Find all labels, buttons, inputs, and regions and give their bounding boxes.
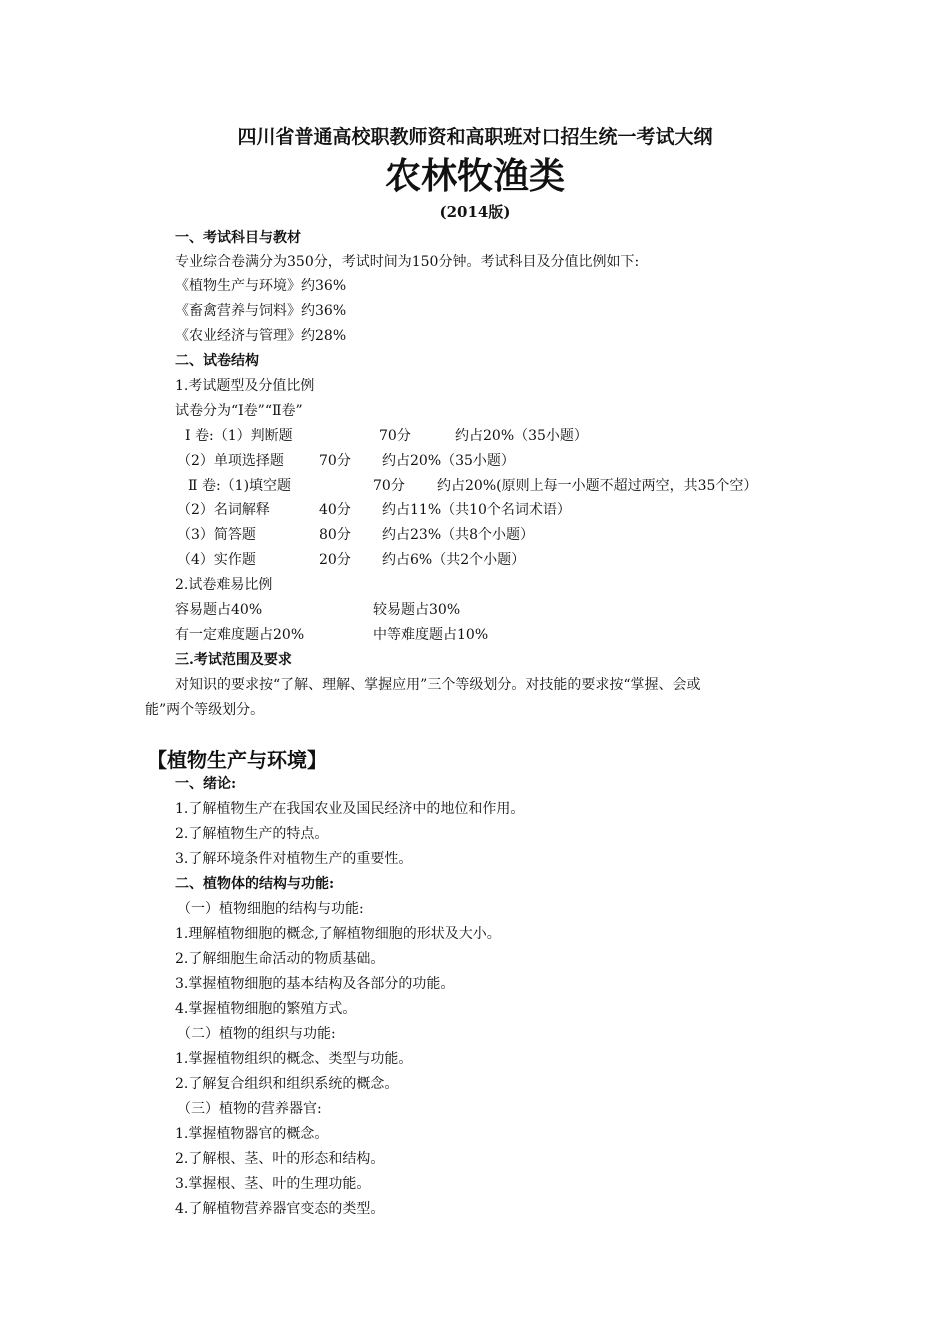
subject-item: 《农业经济与管理》约28%	[175, 328, 347, 344]
list-item: 1.掌握植物组织的概念、类型与功能。	[175, 1051, 413, 1067]
chapter-heading: 一、绪论:	[175, 776, 237, 792]
question-score: 70分	[373, 478, 405, 494]
subject-item: 《植物生产与环境》约36%	[175, 278, 347, 294]
question-ratio: 约占6%（共2个小题）	[382, 552, 526, 568]
list-item: 3.掌握根、茎、叶的生理功能。	[175, 1176, 371, 1192]
difficulty-item: 中等难度题占10%	[373, 627, 489, 643]
part2-heading: 二、试卷结构	[175, 353, 259, 369]
list-item: 1.掌握植物器官的概念。	[175, 1126, 329, 1142]
edition-label: (2014版)	[439, 203, 511, 221]
part2-sub1: 1.考试题型及分值比例	[175, 378, 315, 394]
subchapter-heading: （三）植物的营养器官:	[177, 1101, 322, 1117]
list-item: 4.了解植物营养器官变态的类型。	[175, 1201, 385, 1217]
part3-text: 对知识的要求按“了解、理解、掌握应用”三个等级划分。对技能的要求按“掌握、会或	[175, 677, 701, 693]
list-item: 2.了解复合组织和组织系统的概念。	[175, 1076, 399, 1092]
list-item: 1.理解植物细胞的概念,了解植物细胞的形状及大小。	[175, 926, 501, 942]
list-item: 3.掌握植物细胞的基本结构及各部分的功能。	[175, 976, 455, 992]
question-type: （4）实作题	[177, 552, 256, 568]
question-type: （3）简答题	[177, 527, 256, 543]
list-item: 2.了解细胞生命活动的物质基础。	[175, 951, 385, 967]
question-ratio: 约占11%（共10个名词术语）	[382, 502, 571, 518]
list-item: 4.掌握植物细胞的繁殖方式。	[175, 1001, 357, 1017]
question-type: （2）名词解释	[177, 502, 270, 518]
difficulty-item: 较易题占30%	[373, 602, 461, 618]
part3-heading: 三.考试范围及要求	[175, 652, 292, 668]
question-score: 70分	[379, 428, 411, 444]
question-score: 40分	[319, 502, 351, 518]
question-ratio: 约占20%（35小题）	[382, 453, 515, 469]
list-item: 3.了解环境条件对植物生产的重要性。	[175, 851, 413, 867]
chapter-heading: 二、植物体的结构与功能:	[175, 876, 335, 892]
difficulty-item: 容易题占40%	[175, 602, 263, 618]
question-ratio: 约占23%（共8个小题）	[382, 527, 535, 543]
question-ratio: 约占20%(原则上每一小题不超过两空，共35个空）	[437, 478, 758, 494]
difficulty-item: 有一定难度题占20%	[175, 627, 305, 643]
question-score: 80分	[319, 527, 351, 543]
question-score: 70分	[319, 453, 351, 469]
list-item: 2.了解根、茎、叶的形态和结构。	[175, 1151, 385, 1167]
subchapter-heading: （二）植物的组织与功能:	[177, 1026, 336, 1042]
part1-heading: 一、考试科目与教材	[175, 230, 301, 246]
question-score: 20分	[319, 552, 351, 568]
subchapter-heading: （一）植物细胞的结构与功能:	[177, 901, 364, 917]
subject-item: 《畜禽营养与饲料》约36%	[175, 303, 347, 319]
list-item: 2.了解植物生产的特点。	[175, 826, 329, 842]
section-title: 【植物生产与环境】	[147, 748, 327, 772]
category-title: 农林牧渔类	[384, 155, 565, 197]
question-type: （2）单项选择题	[177, 453, 284, 469]
part1-intro: 专业综合卷满分为350分，考试时间为150分钟。考试科目及分值比例如下:	[175, 254, 640, 270]
question-ratio: 约占20%（35小题）	[455, 428, 588, 444]
question-type: Ⅱ 卷:（1)填空题	[188, 478, 292, 494]
part3-text: 能”两个等级划分。	[145, 702, 265, 718]
list-item: 1.了解植物生产在我国农业及国民经济中的地位和作用。	[175, 801, 525, 817]
paper-split: 试卷分为“Ⅰ卷”“Ⅱ卷”	[175, 403, 303, 419]
question-type: Ⅰ 卷:（1）判断题	[185, 428, 293, 444]
part2-sub2: 2.试卷难易比例	[175, 577, 273, 593]
exam-outline-title: 四川省普通高校职教师资和高职班对口招生统一考试大纲	[237, 126, 713, 148]
